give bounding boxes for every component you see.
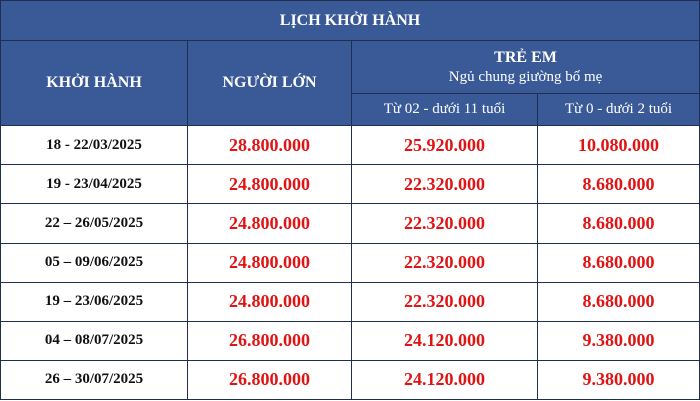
child-2-11-header: Từ 02 - dưới 11 tuổi: [352, 94, 538, 126]
child-0-2-price: 9.380.000: [538, 321, 700, 360]
departure-date: 19 - 23/04/2025: [1, 165, 188, 204]
adult-price: 24.800.000: [188, 204, 352, 243]
children-header: [352, 41, 700, 94]
child-0-2-price: 8.680.000: [538, 204, 700, 243]
departure-date: 05 – 09/06/2025: [1, 243, 188, 282]
table-row: [1, 243, 700, 282]
departure-date: 22 – 26/05/2025: [1, 204, 188, 243]
adult-price: 28.800.000: [188, 126, 352, 165]
child-2-11-price: 22.320.000: [352, 204, 538, 243]
adult-price: 24.800.000: [188, 243, 352, 282]
child-0-2-price: 10.080.000: [538, 126, 700, 165]
table-title: LỊCH KHỞI HÀNH: [1, 1, 700, 41]
departure-date: 26 – 30/07/2025: [1, 360, 188, 399]
departure-date: 04 – 08/07/2025: [1, 321, 188, 360]
departure-date: 18 - 22/03/2025: [1, 126, 188, 165]
child-0-2-price: 8.680.000: [538, 282, 700, 321]
table-row: [1, 321, 700, 360]
child-0-2-price: 9.380.000: [538, 360, 700, 399]
child-2-11-price: 24.120.000: [352, 321, 538, 360]
child-2-11-price: 24.120.000: [352, 360, 538, 399]
children-subtitle: Ngủ chung giường bố mẹ: [448, 68, 603, 85]
child-2-11-price: 22.320.000: [352, 243, 538, 282]
adult-price: 26.800.000: [188, 321, 352, 360]
adult-price: 24.800.000: [188, 165, 352, 204]
departure-date: 19 – 23/06/2025: [1, 282, 188, 321]
table-row: [1, 282, 700, 321]
child-0-2-price: 8.680.000: [538, 165, 700, 204]
child-2-11-price: 22.320.000: [352, 165, 538, 204]
header-row: [1, 41, 700, 94]
table-title-row: [1, 1, 700, 41]
table-row: [1, 360, 700, 399]
child-2-11-price: 22.320.000: [352, 282, 538, 321]
adult-price: 24.800.000: [188, 282, 352, 321]
adult-price: 26.800.000: [188, 360, 352, 399]
child-0-2-header: Từ 0 - dưới 2 tuổi: [538, 94, 700, 126]
child-0-2-price: 8.680.000: [538, 243, 700, 282]
table-row: [1, 126, 700, 165]
adult-header: NGƯỜI LỚN: [188, 41, 352, 126]
child-2-11-price: 25.920.000: [352, 126, 538, 165]
table-row: [1, 165, 700, 204]
departure-header: KHỞI HÀNH: [1, 41, 188, 126]
children-title: TRẺ EM: [494, 48, 557, 66]
table-row: [1, 204, 700, 243]
